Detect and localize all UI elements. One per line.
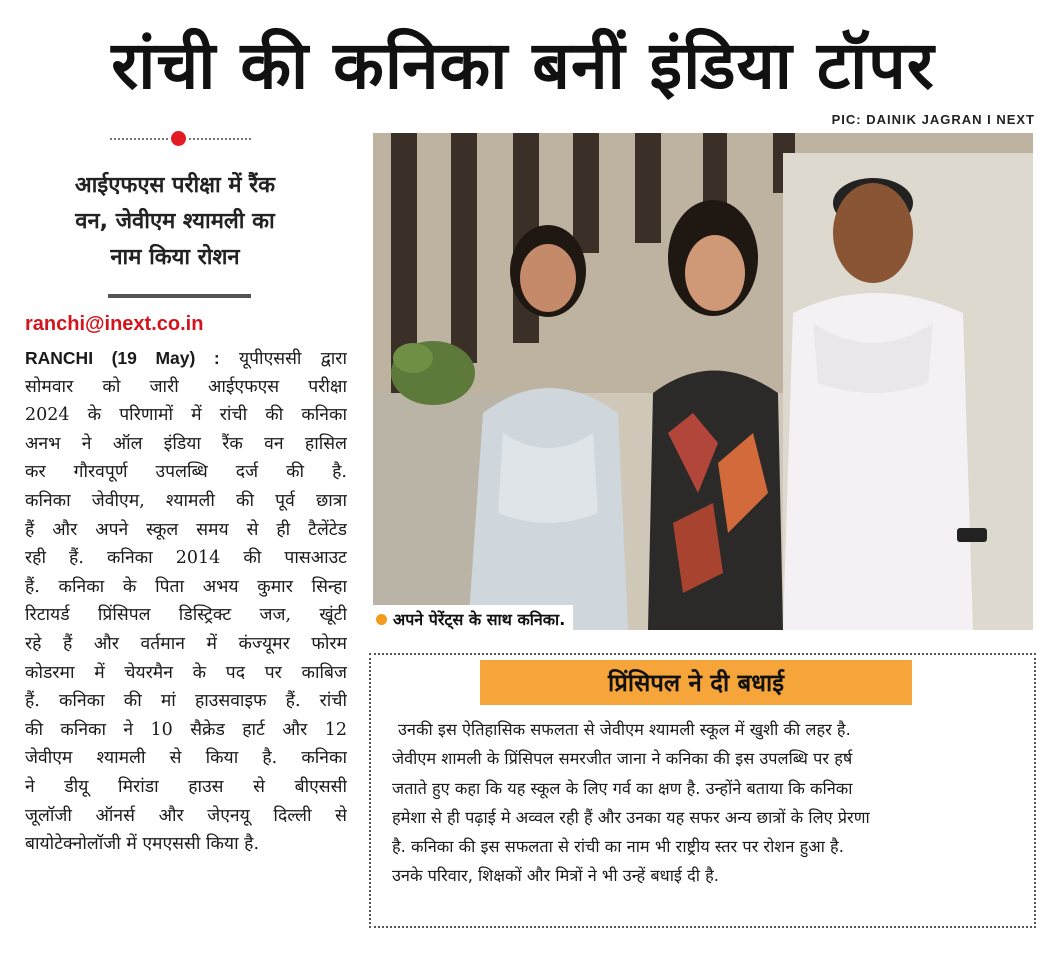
body-line: सोमवार को जारी आईएफएस परीक्षा — [25, 376, 347, 397]
body-line: बायोटेक्नोलॉजी में एमएससी किया है. — [25, 834, 260, 855]
box-line: है. कनिका की इस सफलता से रांची का नाम भी राष्ट्रीय स्तर पर रोशन हुआ है. — [392, 837, 844, 857]
caption-bullet-icon — [376, 614, 387, 625]
news-photo — [373, 133, 1033, 630]
body-line: हैं. कनिका के पिता अभय कुमार सिन्हा — [25, 576, 347, 597]
subhead-line: आईएफएस परीक्षा में रैंक — [74, 173, 276, 198]
body-line: कोडरमा में चेयरमैन के पद पर काबिज — [25, 662, 347, 683]
dateline: RANCHI (19 May) : — [25, 348, 220, 368]
red-bullet-dot — [171, 131, 186, 146]
sidebar-box-title: प्रिंसिपल ने दी बधाई — [480, 660, 912, 705]
box-line: उनके परिवार, शिक्षकों और मित्रों ने भी उन्हें बधाई दी है. — [392, 866, 719, 886]
body-line: रहे हैं और वर्तमान में कंज्यूमर फोरम — [25, 633, 347, 654]
box-line: हमेशा से ही पढ़ाई मे अव्वल रही हैं और उनका यह सफर अन्य छात्रों के लिए प्रेरणा — [392, 807, 870, 827]
body-line: कर गौरवपूर्ण उपलब्धि दर्ज की है. — [25, 462, 347, 483]
body-line: की कनिका ने 10 सैक्रेड हार्ट और 12 — [25, 719, 347, 740]
email-link[interactable]: ranchi@inext.co.in — [25, 313, 204, 335]
body-line: RANCHI (19 May) : यूपीएससी द्वारा — [25, 348, 347, 369]
subhead-line: वन, जेवीएम श्यामली का — [75, 209, 275, 234]
box-line: जेवीएम शामली के प्रिंसिपल समरजीत जाना ने कनिका की इस उपलब्धि पर हर्ष — [392, 749, 853, 769]
body-line: जेवीएम श्यामली से किया है. कनिका — [25, 748, 347, 769]
body-line: जूलॉजी ऑनर्स और जेएनयू दिल्ली से — [25, 805, 347, 826]
box-line: उनकी इस ऐतिहासिक सफलता से जेवीएम श्यामली स्कूल में खुशी की लहर है. — [398, 720, 851, 739]
photo-caption — [372, 605, 573, 633]
subhead-line: नाम किया रोशन — [110, 245, 240, 270]
subheadline — [30, 168, 320, 276]
body-line: कनिका जेवीएम, श्यामली की पूर्व छात्रा — [25, 490, 347, 511]
article-body — [25, 344, 347, 859]
body-line: रिटायर्ड प्रिंसिपल डिस्ट्रिक्ट जज, खूंटी — [25, 605, 347, 626]
photo-illustration — [373, 133, 1033, 630]
photo-credit: PIC: DAINIK JAGRAN I NEXT — [831, 112, 1035, 127]
divider-right — [189, 138, 251, 140]
body-line: रही हैं. कनिका 2014 की पासआउट — [25, 548, 347, 569]
sidebar-box-body — [392, 715, 1020, 891]
body-line: 2024 के परिणामों में रांची की कनिका — [25, 405, 347, 426]
body-line: हैं और अपने स्कूल समय से ही टैलेंटेड — [25, 519, 347, 540]
box-line: जताते हुए कहा कि यह स्कूल के लिए गर्व का क्षण है. उन्होंने बताया कि कनिका — [392, 778, 853, 798]
caption-text: अपने पेरेंट्स के साथ कनिका. — [393, 610, 566, 629]
body-line: ने डीयू मिरांडा हाउस से बीएससी — [25, 776, 347, 797]
divider-left — [110, 138, 168, 140]
body-line: हैं. कनिका की मां हाउसवाइफ हैं. रांची — [25, 691, 347, 712]
subhead-rule — [108, 294, 251, 298]
headline: रांची की कनिका बनीं इंडिया टॉपर — [111, 27, 935, 104]
body-line: अनभ ने ऑल इंडिया रैंक वन हासिल — [25, 433, 347, 454]
